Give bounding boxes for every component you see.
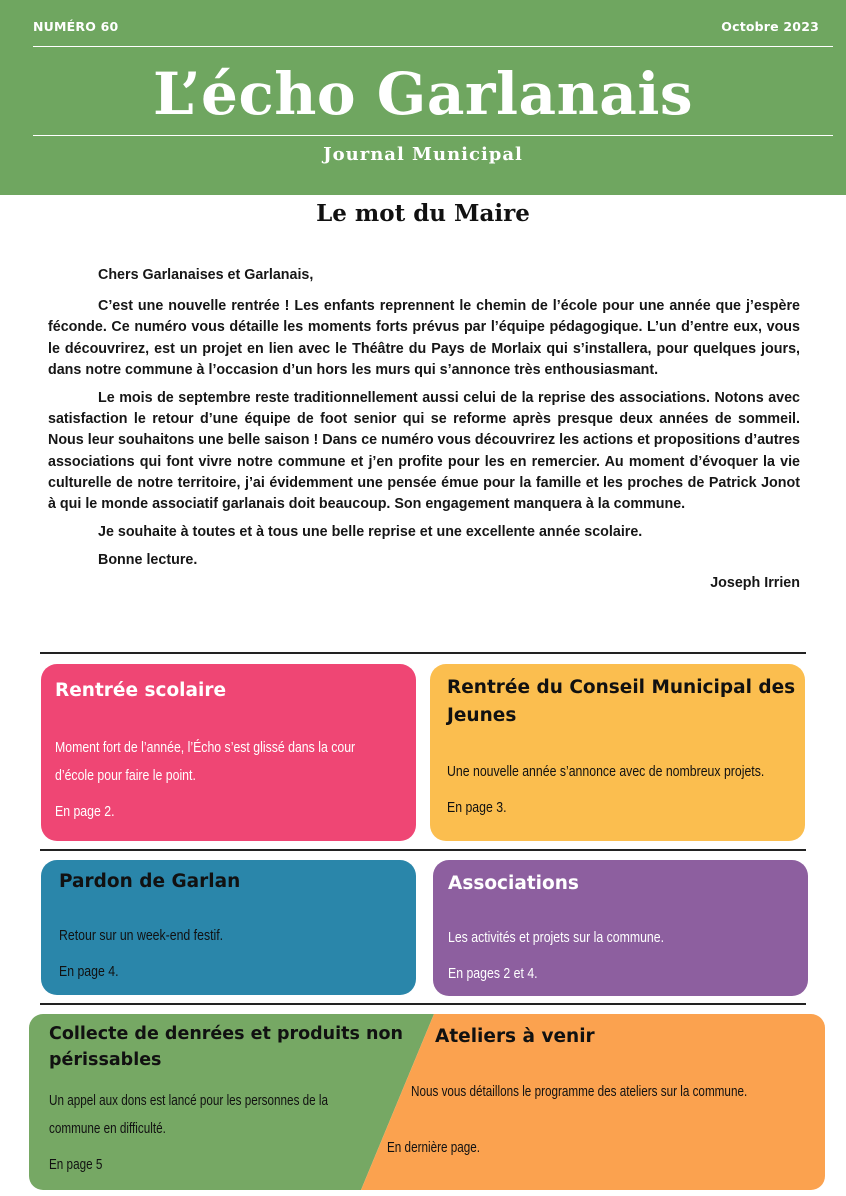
card-title: Rentrée scolaire: [55, 680, 226, 701]
card-text: Les activités et projets sur la commune.: [448, 929, 665, 946]
card-title: Pardon de Garlan: [59, 871, 241, 892]
editorial-letter: [48, 265, 800, 594]
header-divider-bottom: [33, 135, 833, 136]
card-rentree-scolaire[interactable]: [41, 664, 416, 841]
section-divider-2: [40, 849, 806, 851]
newspaper-subtitle: Journal Municipal: [323, 144, 523, 165]
editorial-paragraph-3: Je souhaite à toutes et à tous une belle reprise et une excellente année scolaire.: [98, 524, 643, 541]
editorial-signature: Joseph Irrien: [710, 574, 800, 591]
card-title-line-2: Jeunes: [447, 705, 517, 726]
editorial-title: Le mot du Maire: [316, 200, 530, 227]
issue-date: Octobre 2023: [721, 19, 819, 34]
card-ateliers[interactable]: [369, 1014, 825, 1190]
card-pardon-garlan[interactable]: [41, 860, 416, 995]
card-page-ref: En dernière page.: [387, 1139, 481, 1156]
editorial-greeting: Chers Garlanaises et Garlanais,: [98, 267, 314, 283]
newspaper-title: L’écho Garlanais: [152, 60, 694, 128]
card-title-line-2: périssables: [49, 1050, 162, 1070]
card-text: Une nouvelle année s’annonce avec de nombreux projets.: [447, 763, 765, 780]
card-title-line-1: Rentrée du Conseil Municipal des: [447, 677, 796, 698]
card-collecte-ateliers: [29, 1014, 825, 1190]
card-conseil-jeunes[interactable]: [430, 664, 805, 841]
card-text: Retour sur un week-end festif.: [59, 927, 224, 944]
card-page-ref: En page 4.: [59, 963, 119, 980]
issue-number: NUMÉRO 60: [33, 19, 119, 34]
header-divider-top: [33, 46, 833, 47]
card-page-ref: En page 2.: [55, 803, 115, 820]
card-text-line-2: commune en difficulté.: [49, 1120, 166, 1137]
card-page-ref: En page 3.: [447, 799, 507, 816]
card-page-ref: En page 5: [49, 1156, 103, 1173]
card-text-line-1: Moment fort de l’année, l’Écho s’est glissé dans la cour: [55, 739, 356, 756]
card-text-line-2: d’école pour faire le point.: [55, 767, 196, 784]
card-text-line-1: Un appel aux dons est lancé pour les personnes de la: [49, 1092, 329, 1109]
section-divider-1: [40, 652, 806, 654]
card-text: Nous vous détaillons le programme des ateliers sur la commune.: [411, 1083, 748, 1100]
editorial-paragraph-1: C’est une nouvelle rentrée ! Les enfants reprennent le chemin de l’école pour une année que j’espère féconde. Ce numéro vous détaille les moments forts prévus par l’équipe pédagogique. L’un d’entre eux, vous le découvrirez, est un projet en lien avec le Théâtre du Pays de Morlaix qui s’installera, pour quelques jours, dans notre commune à l’occasion d’un hors les murs qui s’annonce très enthousiasmant.: [48, 298, 800, 378]
card-page-ref: En pages 2 et 4.: [448, 965, 538, 982]
section-divider-3: [40, 1003, 806, 1005]
card-title: Ateliers à venir: [435, 1026, 595, 1047]
editorial-paragraph-2: Le mois de septembre reste traditionnellement aussi celui de la reprise des associations. Notons avec satisfaction le retour d’une équipe de foot senior qui se reforme après presque deux années de sommeil. Nous leur souhaitons une belle saison ! Dans ce numéro vous découvrirez les actions et propositions d’autres associations qui font vivre notre commune et j’en profite pour les en remercier. Au moment d’évoquer la vie culturelle de notre territoire, j’ai évidemment une pensée émue pour la famille et les proches de Patrick Jonot à qui le monde associatif garlanais doit beaucoup. Son engagement manquera à la commune.: [48, 390, 800, 513]
card-associations[interactable]: [433, 860, 808, 996]
masthead: [0, 0, 846, 195]
editorial-closing: Bonne lecture.: [98, 552, 198, 569]
card-title: Associations: [448, 873, 579, 894]
card-title-line-1: Collecte de denrées et produits non: [49, 1024, 403, 1044]
